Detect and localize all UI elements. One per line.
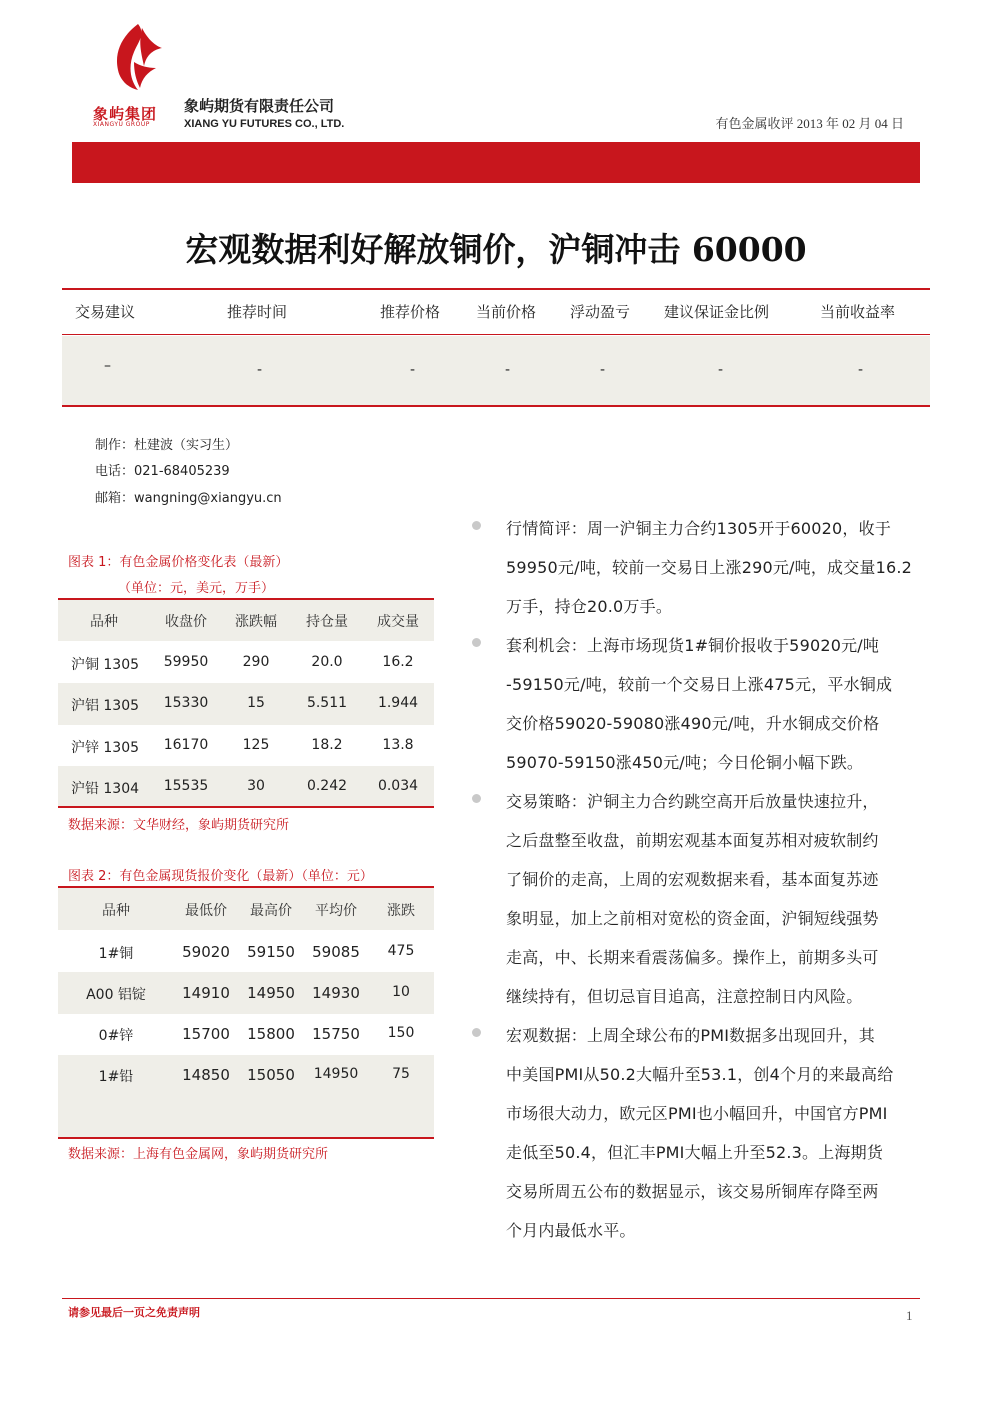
suggestion-header: 当前价格 [476,303,537,321]
suggestion-header: 浮动盈亏 [570,303,631,321]
commentary-line: 走低至50.4，但汇丰PMI大幅上升至52.3。上海期货 [506,1143,884,1162]
disclaimer-note: 请参见最后一页之免责声明 [68,1306,200,1319]
table1-bottom-rule [58,806,434,808]
commentary-line: 59070-59150涨450元/吨；今日伦铜小幅下跌。 [506,753,864,772]
suggestion-table-bottom-rule [62,405,930,407]
table2-cell: 14950 [247,984,295,1002]
table2-bottom-rule [58,1137,434,1139]
commentary-line: 行情简评：周一沪铜主力合约1305开于60020，收于 [506,519,892,538]
company-name-en: XIANG YU FUTURES CO., LTD. [184,118,345,130]
table2-header: 平均价 [315,903,357,919]
author-phone: 电话：021-68405239 [95,464,230,479]
table2-header: 最高价 [250,903,292,919]
author-maker: 制作：杜建波（实习生） [95,438,239,453]
table2-cell: 14910 [182,984,230,1002]
table2-cell: 15700 [182,1025,230,1043]
commentary-line: 市场很大动力，欧元区PMI也小幅回升，中国官方PMI [506,1104,888,1123]
table2-cell: 59150 [247,943,295,961]
table1-cell: 沪锌 1305 [70,740,140,756]
table2-cell: 0#锌 [98,1028,134,1044]
suggestion-table-header-rule [62,334,930,335]
table1-cell: 0.242 [306,778,348,794]
table2-cell: 10 [392,984,410,1000]
suggestion-value: - [718,362,724,378]
suggestion-value: - [257,362,263,378]
table1-cell: 290 [242,654,270,670]
table2-cell: 1#铅 [98,1069,134,1085]
commentary-line: 个月内最低水平。 [506,1221,636,1240]
table2-cell: 475 [387,943,415,959]
author-email[interactable]: 邮箱：wangning@xiangyu.cn [95,491,282,506]
commentary-line: 继续持有，但切忌盲目追高，注意控制日内风险。 [506,987,863,1006]
brand-sub: XIANGYU GROUP [93,121,150,128]
table2-header: 涨跌 [387,903,415,919]
table2-caption: 图表 2：有色金属现货报价变化（最新）（单位：元） [68,869,373,884]
commentary-line: 59950元/吨，较前一交易日上涨290元/吨，成交量16.2 [506,558,913,577]
table2-cell: 14850 [182,1066,230,1084]
page-title: 宏观数据利好解放铜价，沪铜冲击 60000 [185,230,807,269]
table1-header: 成交量 [377,614,419,630]
table1-cell: 沪铝 1305 [70,698,140,714]
bullet-icon [472,794,481,803]
commentary-line: 象明显，加上之前相对宽松的资金面，沪铜短线强势 [506,909,879,928]
company-name-cn: 象屿期货有限责任公司 [184,97,335,115]
table1-cell: 16170 [163,737,209,753]
table1-cell: 1.944 [377,695,419,711]
suggestion-header: 推荐价格 [380,303,441,321]
table2-cell: 14930 [312,984,360,1002]
table1-header: 持仓量 [306,614,348,630]
table1-cell: 16.2 [382,654,414,670]
suggestion-table-body [62,336,930,406]
commentary-line: 交易策略：沪铜主力合约跳空高开后放量快速拉升， [506,792,879,811]
table2-cell: 150 [387,1025,415,1041]
commentary-line: 交易所周五公布的数据显示，该交易所铜库存降至两 [506,1182,879,1201]
commentary-line: 之后盘整至收盘，前期宏观基本面复苏相对疲软制约 [506,831,879,850]
table2-cell: 1#铜 [98,946,134,962]
commentary-line: 交价格59020-59080涨490元/吨，升水铜成交价格 [506,714,880,733]
suggestion-table-top-rule [62,288,930,290]
table2-source: 数据来源：上海有色金属网，象屿期货研究所 [68,1147,329,1162]
table1-cell: 沪铅 1304 [70,781,140,797]
table1-unit: （单位：元，美元，万手） [118,581,275,596]
company-logo-icon [108,22,164,92]
table2-cell: A00 铝锭 [86,987,146,1003]
table2-cell: 15800 [247,1025,295,1043]
table1-cell: 125 [242,737,270,753]
suggestion-header: 交易建议 [75,303,136,321]
table2-cell: 75 [392,1066,410,1082]
page-number: 1 [906,1308,913,1323]
bullet-icon [472,521,481,530]
commentary-line: 了铜价的走高，上周的宏观数据来看，基本面复苏迹 [506,870,879,889]
footer-rule [62,1298,920,1299]
suggestion-header: 当前收益率 [820,303,896,321]
bullet-icon [472,1028,481,1037]
commentary-line: -59150元/吨，较前一个交易日上涨475元，平水铜成 [506,675,893,694]
table2-cell: 59085 [312,943,360,961]
table1-cell: 沪铜 1305 [70,657,140,673]
suggestion-header: 推荐时间 [227,303,288,321]
bullet-icon [472,638,481,647]
table2-cell: 59020 [182,943,230,961]
table2-header: 品种 [102,903,130,919]
table1-cell: 59950 [163,654,209,670]
table1-cell: 20.0 [311,654,343,670]
suggestion-value: - [600,362,606,378]
commentary-line: 中美国PMI从50.2大幅升至53.1，创4个月的来最高给 [506,1065,894,1084]
table1-cell: 18.2 [311,737,343,753]
table1-cell: 15 [247,695,265,711]
table2-header: 最低价 [185,903,227,919]
table1-cell: 13.8 [382,737,414,753]
table1-cell: 15535 [163,778,209,794]
table1-caption: 图表 1：有色金属价格变化表（最新） [68,555,289,570]
suggestion-value: – [104,358,111,374]
suggestion-value: - [858,362,864,378]
table1-header: 收盘价 [165,614,207,630]
brand-name: 象屿集团 [93,105,158,123]
table1-header: 涨跌幅 [235,614,277,630]
header-band [72,142,920,183]
suggestion-header: 建议保证金比例 [664,303,770,321]
table1-source: 数据来源：文华财经，象屿期货研究所 [68,818,290,833]
table2-cell: 14950 [313,1066,359,1082]
table1-cell: 5.511 [306,695,348,711]
table1-header: 品种 [90,614,118,630]
table2-cell: 15050 [247,1066,295,1084]
report-date: 有色金属收评 2013 年 02 月 04 日 [715,116,904,131]
commentary-line: 走高，中、长期来看震荡偏多。操作上，前期多头可 [506,948,879,967]
table2-cell: 15750 [312,1025,360,1043]
commentary-line: 宏观数据：上周全球公布的PMI数据多出现回升，其 [506,1026,875,1045]
suggestion-value: - [505,362,511,378]
table1-cell: 15330 [163,695,209,711]
table1-cell: 30 [247,778,265,794]
table1-cell: 0.034 [377,778,419,794]
suggestion-value: - [410,362,416,378]
commentary-line: 套利机会：上海市场现货1#铜价报收于59020元/吨 [506,636,880,655]
commentary-line: 万手，持仓20.0万手。 [506,597,673,616]
